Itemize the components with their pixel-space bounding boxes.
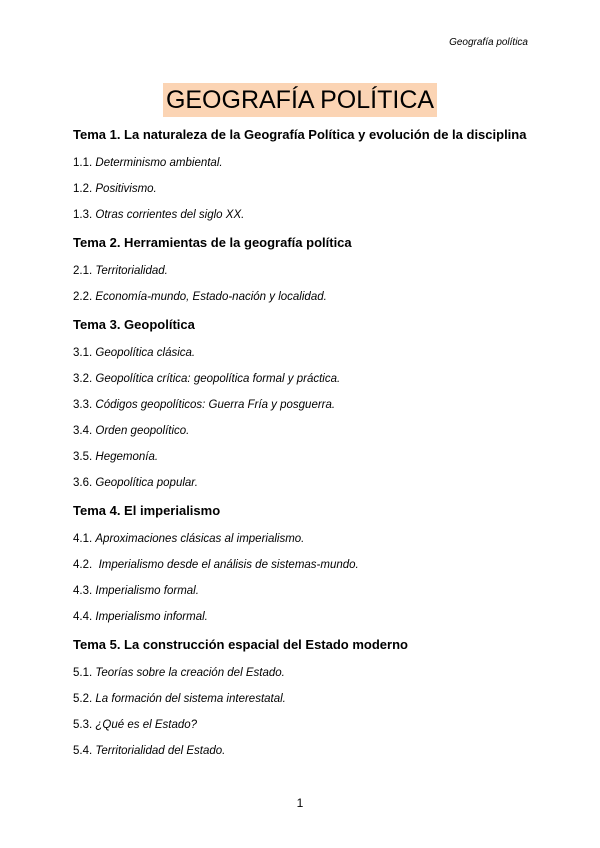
item-text: Determinismo ambiental.	[95, 157, 223, 169]
item-number: 5.4.	[73, 745, 93, 757]
item-text: Teorías sobre la creación del Estado.	[95, 667, 285, 679]
list-item	[73, 718, 529, 732]
list-item	[73, 584, 529, 598]
list-item	[73, 156, 529, 170]
list-item	[73, 476, 529, 490]
list-item	[73, 610, 529, 624]
item-number: 4.2.	[73, 559, 93, 571]
item-text: Geopolítica popular.	[95, 477, 198, 489]
tema-4-heading: Tema 4. El imperialismo	[73, 503, 221, 518]
list-item	[73, 666, 529, 680]
item-number: 2.1.	[73, 265, 93, 277]
item-number: 4.1.	[73, 533, 93, 545]
tema-3-heading: Tema 3. Geopolítica	[73, 317, 195, 332]
list-item	[73, 532, 529, 546]
item-number: 1.2.	[73, 183, 93, 195]
tema-5-heading: Tema 5. La construcción espacial del Estado moderno	[73, 637, 408, 652]
running-header: Geografía política	[449, 37, 528, 48]
tema-4-section	[73, 502, 529, 624]
page-number: 1	[296, 796, 304, 810]
table-of-contents	[73, 126, 529, 770]
list-item	[73, 558, 529, 572]
tema-2-section	[73, 234, 529, 304]
list-item	[73, 692, 529, 706]
item-number: 3.3.	[73, 399, 93, 411]
item-number: 5.3.	[73, 719, 93, 731]
item-text: Otras corrientes del siglo XX.	[95, 209, 245, 221]
item-number: 4.3.	[73, 585, 93, 597]
item-text: Imperialismo desde el análisis de sistemas-mundo.	[95, 559, 359, 571]
title-container	[0, 83, 600, 117]
page-title: GEOGRAFÍA POLÍTICA	[163, 83, 437, 117]
item-number: 1.1.	[73, 157, 93, 169]
list-item	[73, 182, 529, 196]
item-text: Geopolítica crítica: geopolítica formal y práctica.	[95, 373, 341, 385]
item-text: Orden geopolítico.	[95, 425, 190, 437]
item-text: Geopolítica clásica.	[95, 347, 196, 359]
item-number: 3.4.	[73, 425, 93, 437]
list-item	[73, 346, 529, 360]
list-item	[73, 398, 529, 412]
tema-1-heading: Tema 1. La naturaleza de la Geografía Política y evolución de la disciplina	[73, 127, 527, 142]
tema-5-section	[73, 636, 529, 758]
item-text: ¿Qué es el Estado?	[95, 719, 198, 731]
item-text: Imperialismo formal.	[95, 585, 199, 597]
list-item	[73, 290, 529, 304]
item-text: Economía-mundo, Estado-nación y localidad.	[95, 291, 327, 303]
item-text: Territorialidad.	[95, 265, 168, 277]
item-number: 5.2.	[73, 693, 93, 705]
tema-2-heading: Tema 2. Herramientas de la geografía política	[73, 235, 352, 250]
list-item	[73, 424, 529, 438]
item-text: Hegemonía.	[95, 451, 159, 463]
tema-1-section	[73, 126, 529, 222]
list-item	[73, 264, 529, 278]
item-text: Aproximaciones clásicas al imperialismo.	[95, 533, 305, 545]
list-item	[73, 208, 529, 222]
list-item	[73, 744, 529, 758]
list-item	[73, 372, 529, 386]
item-number: 2.2.	[73, 291, 93, 303]
item-number: 1.3.	[73, 209, 93, 221]
item-number: 3.5.	[73, 451, 93, 463]
item-number: 3.2.	[73, 373, 93, 385]
item-number: 5.1.	[73, 667, 93, 679]
tema-3-section	[73, 316, 529, 490]
item-number: 3.6.	[73, 477, 93, 489]
item-text: Positivismo.	[95, 183, 157, 195]
item-text: La formación del sistema interestatal.	[95, 693, 286, 705]
item-number: 3.1.	[73, 347, 93, 359]
item-text: Imperialismo informal.	[95, 611, 208, 623]
item-text: Territorialidad del Estado.	[95, 745, 226, 757]
item-number: 4.4.	[73, 611, 93, 623]
item-text: Códigos geopolíticos: Guerra Fría y posguerra.	[95, 399, 336, 411]
list-item	[73, 450, 529, 464]
